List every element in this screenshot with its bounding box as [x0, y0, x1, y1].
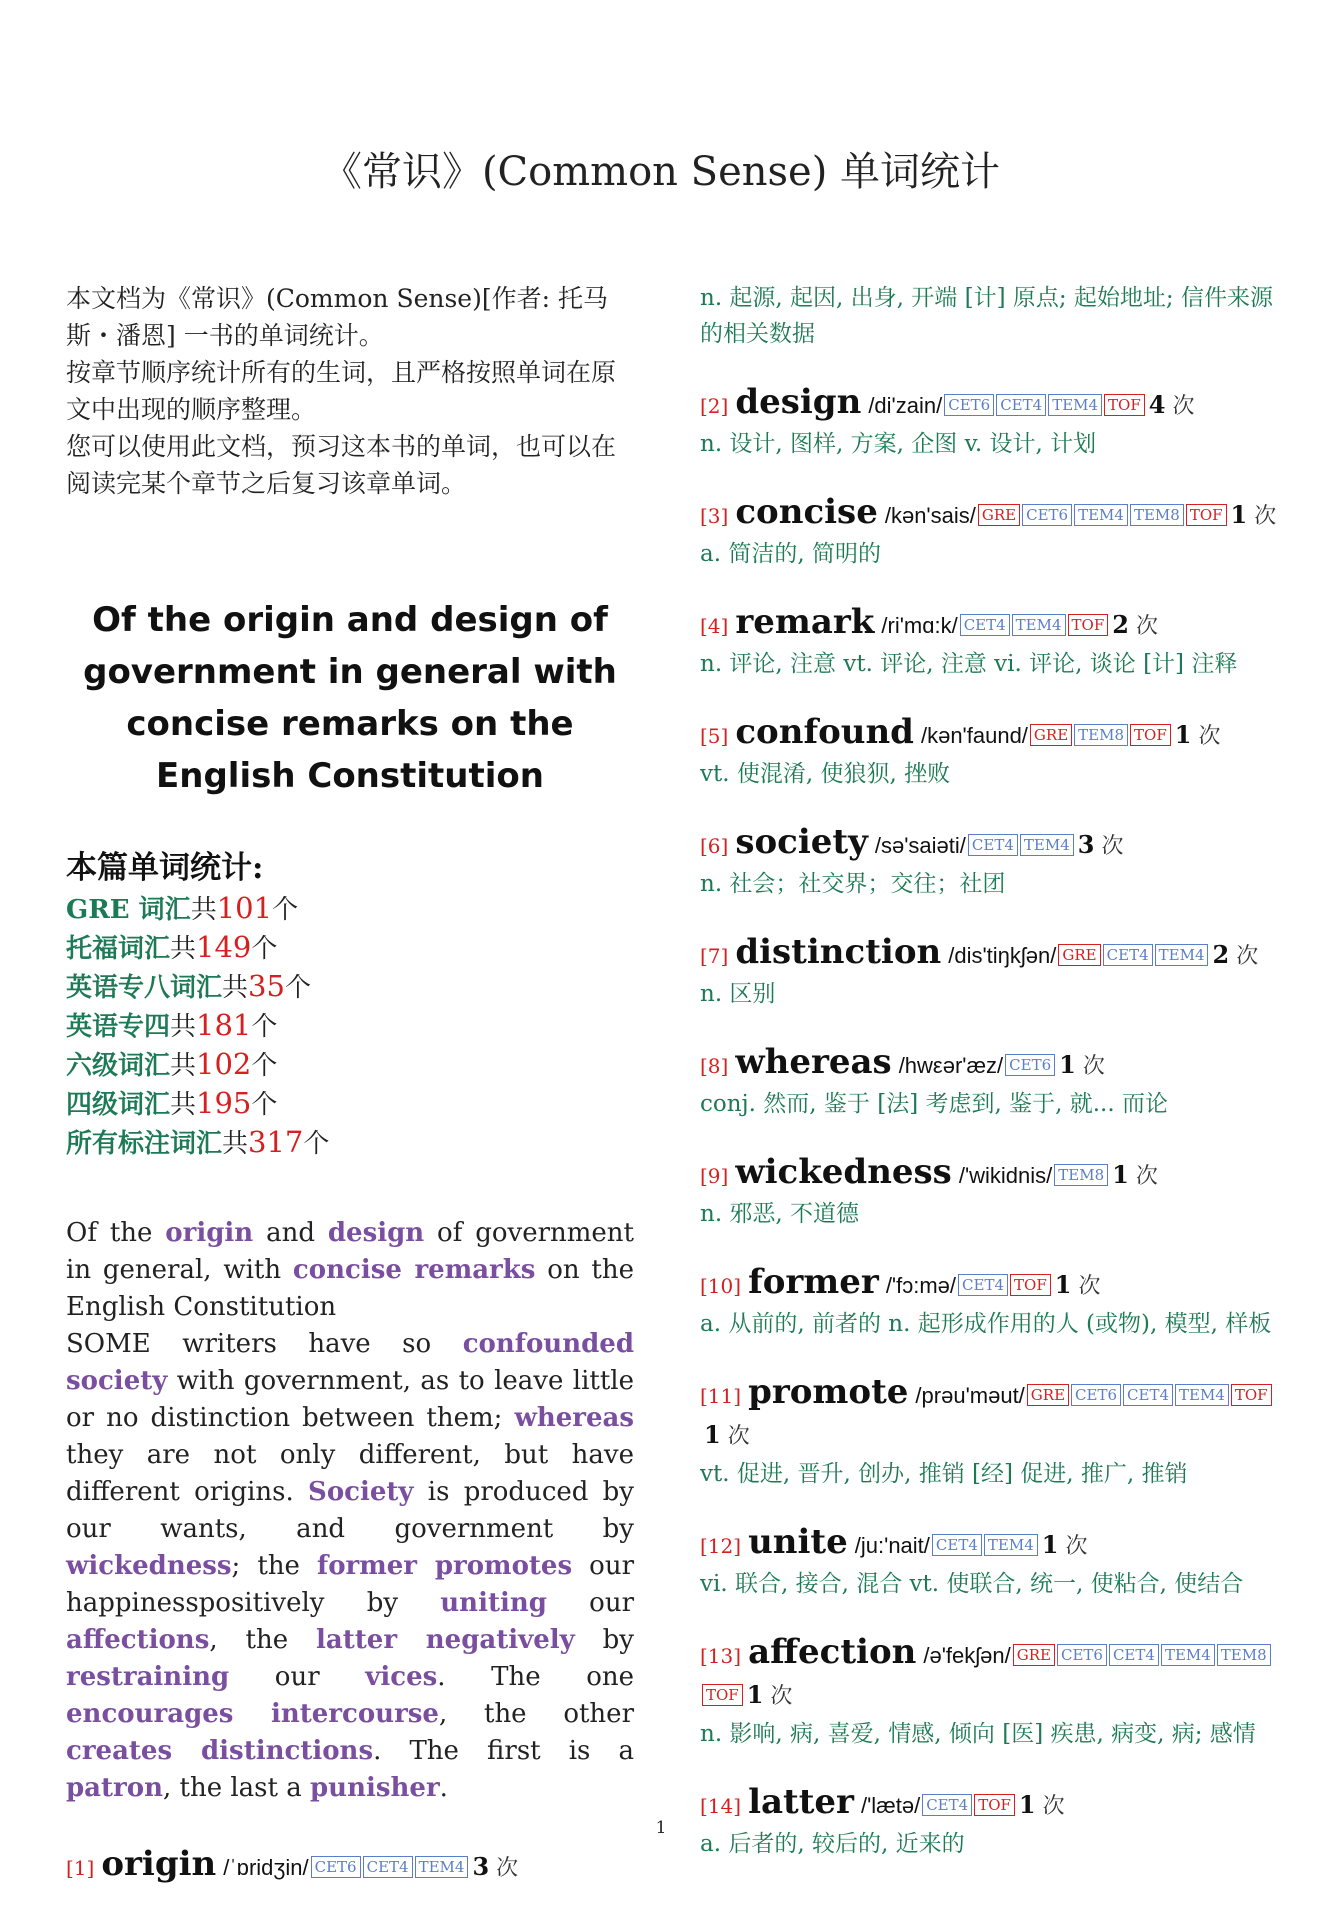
stat-count: 35: [248, 969, 285, 1003]
stat-count: 102: [196, 1047, 252, 1081]
stat-unit: 个: [251, 1090, 278, 1120]
passage-text-run: Of the: [66, 1218, 166, 1248]
vocab-entry: [700, 1153, 1280, 1232]
passage-text-run: , the: [209, 1625, 317, 1655]
vocab-entry: [700, 1043, 1280, 1122]
phonetic: /prəu'məut/: [915, 1383, 1025, 1408]
phonetic: /hwεər'æz/: [898, 1053, 1004, 1078]
stat-label: 托福词汇: [66, 934, 171, 964]
definition: conj. 然而, 鉴于 [法] 考虑到, 鉴于, 就... 而论: [700, 1091, 1168, 1117]
headword[interactable]: concise: [735, 492, 878, 532]
times-label: 次: [1254, 504, 1277, 529]
vocab-entry-continued: [700, 280, 1280, 352]
passage-text-run: , the last a: [162, 1773, 310, 1803]
passage-text-run: ; the: [231, 1551, 318, 1581]
exam-tag-badge: CET4: [1103, 944, 1153, 966]
entry-index: [6]: [700, 834, 729, 858]
passage-text-run: with government, as to leave little or no distinction between them;: [66, 1366, 634, 1433]
stat-count: 149: [196, 930, 252, 964]
vocab-entry: [700, 1523, 1280, 1602]
entry-index: [14]: [700, 1794, 742, 1818]
exam-tag-badge: TOF: [1130, 724, 1171, 746]
intro-line: 本文档为《常识》(Common Sense)[作者: 托马斯・潘恩] 一书的单词统计。: [66, 284, 608, 350]
headword[interactable]: origin: [101, 1844, 217, 1884]
chapter-title: Of the origin and design of government in general with concise remarks on the English Constitution: [83, 600, 617, 796]
passage-text-run: . The first is a: [373, 1736, 634, 1766]
occurrence-count: 1: [746, 1680, 764, 1709]
entry-index: [3]: [700, 504, 729, 528]
passage-text: [66, 1215, 634, 1807]
highlighted-word[interactable]: design: [327, 1218, 425, 1248]
exam-tag-badge: TEM4: [415, 1856, 469, 1878]
highlighted-word[interactable]: latter negatively: [316, 1625, 575, 1655]
times-label: 次: [727, 1424, 750, 1449]
stat-count: 181: [196, 1008, 252, 1042]
phonetic: /'wikidnis/: [958, 1163, 1053, 1188]
stat-count: 101: [216, 891, 273, 925]
stat-label: 六级词汇: [66, 1051, 171, 1081]
highlighted-word[interactable]: origin: [165, 1218, 254, 1248]
stat-mid: 共: [170, 1090, 197, 1120]
occurrence-count: 1: [1174, 720, 1192, 749]
occurrence-count: 1: [1230, 500, 1248, 529]
exam-tag-badge: CET4: [968, 834, 1018, 856]
occurrence-count: 1: [1041, 1530, 1059, 1559]
stat-mid: 共: [170, 1051, 197, 1081]
stat-label: 四级词汇: [66, 1090, 171, 1120]
exam-tag-badge: CET6: [944, 394, 994, 416]
vocab-entry: [700, 823, 1280, 902]
exam-tag-badge: TEM4: [1012, 614, 1066, 636]
phonetic: /'fɔ:mə/: [885, 1273, 957, 1298]
stat-count: 195: [196, 1086, 252, 1120]
headword[interactable]: affection: [748, 1632, 917, 1672]
phonetic: /'lætə/: [860, 1793, 921, 1818]
passage-text-run: they are not only different, but have different origins.: [66, 1440, 634, 1507]
exam-tag-badge: TEM4: [1074, 504, 1128, 526]
definition: n. 邪恶, 不道德: [700, 1201, 860, 1227]
phonetic: /di'zain/: [868, 393, 943, 418]
vocab-entry: [700, 1373, 1280, 1492]
exam-tag-badge: CET6: [1071, 1384, 1121, 1406]
exam-tag-badge: TOF: [1231, 1384, 1272, 1406]
occurrence-count: 3: [472, 1852, 490, 1881]
stat-label: GRE 词汇: [66, 895, 191, 925]
times-label: 次: [1042, 1794, 1065, 1819]
stat-unit: 个: [251, 934, 278, 964]
highlighted-word[interactable]: wickedness: [66, 1551, 232, 1581]
times-label: 次: [1198, 724, 1221, 749]
vocab-entry: [700, 1263, 1280, 1342]
headword[interactable]: wickedness: [735, 1152, 952, 1192]
exam-tag-badge: TOF: [1186, 504, 1227, 526]
entry-head: [700, 823, 1280, 866]
entry-head: [700, 713, 1280, 756]
page-number: 1: [655, 1818, 667, 1838]
definition: a. 后者的, 较后的, 近来的: [700, 1831, 965, 1857]
entry-index: [11]: [700, 1384, 742, 1408]
headword[interactable]: design: [735, 382, 862, 422]
passage-text-run: SOME writers have so: [66, 1329, 463, 1359]
exam-tag-badge: GRE: [1013, 1644, 1055, 1666]
intro-line: 按章节顺序统计所有的生词，且严格按照单词在原文中出现的顺序整理。: [66, 358, 617, 424]
phonetic: /ju:'nait/: [854, 1533, 930, 1558]
entry-head: [700, 603, 1280, 646]
definition: vt. 使混淆, 使狼狈, 挫败: [700, 761, 951, 787]
definition: vi. 联合, 接合, 混合 vt. 使联合, 统一, 使粘合, 使结合: [700, 1571, 1244, 1597]
vocab-entry: [66, 1845, 634, 1888]
stat-row: [66, 1046, 634, 1085]
entry-head: [700, 1633, 1280, 1716]
entry-index: [8]: [700, 1054, 729, 1078]
exam-tag-badge: TEM8: [1217, 1644, 1271, 1666]
stat-count: 317: [248, 1125, 304, 1159]
exam-tag-badge: TOF: [1104, 394, 1145, 416]
stat-row: [66, 1085, 634, 1124]
phonetic: /sə'saiəti/: [874, 833, 966, 858]
phonetic: /dis'tiŋkʃən/: [948, 943, 1057, 968]
intro-text: [66, 280, 634, 502]
phonetic: /ri'mɑ:k/: [881, 613, 958, 638]
exam-tag-badge: TEM8: [1074, 724, 1128, 746]
vocab-entry: [700, 493, 1280, 572]
entry-head: [700, 1043, 1280, 1086]
passage-text-run: our happinesspositively by: [66, 1551, 634, 1618]
highlighted-word[interactable]: former promotes: [317, 1551, 573, 1581]
headword[interactable]: unite: [748, 1522, 848, 1562]
headword[interactable]: remark: [735, 602, 875, 642]
times-label: 次: [1236, 944, 1259, 969]
entry-head: [700, 383, 1280, 426]
exam-tag-badge: TOF: [974, 1794, 1015, 1816]
left-column: [66, 280, 634, 1919]
highlighted-word[interactable]: affections: [66, 1625, 210, 1655]
passage-text-run: of government in general, with: [66, 1218, 634, 1285]
highlighted-word[interactable]: creates distinctions: [66, 1736, 374, 1766]
stat-row: [66, 929, 634, 968]
entry-head: [700, 1263, 1280, 1306]
times-label: 次: [770, 1684, 793, 1709]
definition: a. 从前的, 前者的 n. 起形成作用的人 (或物), 模型, 样板: [700, 1311, 1272, 1337]
intro-line: 您可以使用此文档，预习这本书的单词，也可以在阅读完某个章节之后复习该章单词。: [66, 432, 617, 498]
definition: n. 社会；社交界；交往；社团: [700, 871, 1006, 897]
phonetic: /ˈɒridʒin/: [223, 1855, 309, 1880]
times-label: 次: [1065, 1534, 1088, 1559]
passage-text-run: is produced by our wants, and government by: [66, 1477, 634, 1544]
exam-tag-badge: CET4: [932, 1534, 982, 1556]
highlighted-word[interactable]: patron: [66, 1773, 163, 1803]
headword[interactable]: whereas: [735, 1042, 892, 1082]
document-title: 《常识》(Common Sense) 单词统计: [321, 149, 1001, 195]
entry-head: [700, 493, 1280, 536]
entry-index: [1]: [66, 1856, 95, 1880]
exam-tag-badge: TOF: [1068, 614, 1109, 636]
entry-head: [700, 933, 1280, 976]
left-vocab-list: [66, 1845, 634, 1888]
exam-tag-badge: CET6: [1022, 504, 1072, 526]
definition: n. 影响, 病, 喜爱, 情感, 倾向 [医] 疾患, 病变, 病; 感情: [700, 1721, 1256, 1747]
stat-unit: 个: [251, 1051, 278, 1081]
stat-mid: 共: [222, 1129, 249, 1159]
stat-row: [66, 1007, 634, 1046]
exam-tag-badge: CET4: [922, 1794, 972, 1816]
highlighted-word[interactable]: restraining: [66, 1662, 230, 1692]
times-label: 次: [496, 1856, 519, 1881]
exam-tag-badge: TEM4: [984, 1534, 1038, 1556]
exam-tag-badge: CET4: [1123, 1384, 1173, 1406]
occurrence-count: 1: [1018, 1790, 1036, 1819]
stat-unit: 个: [272, 895, 299, 925]
headword[interactable]: society: [735, 822, 868, 862]
exam-tag-badge: TOF: [702, 1684, 743, 1706]
definition: a. 简洁的, 简明的: [700, 541, 881, 567]
exam-tag-badge: GRE: [1030, 724, 1072, 746]
stat-mid: 共: [222, 973, 249, 1003]
times-label: 次: [1172, 394, 1195, 419]
stats-heading: 本篇单词统计:: [66, 850, 264, 886]
passage-text-run: and: [253, 1218, 328, 1248]
occurrence-count: 1: [704, 1420, 721, 1449]
times-label: 次: [1078, 1274, 1101, 1299]
passage-text-run: our: [546, 1588, 635, 1618]
phonetic: /kən'faund/: [920, 723, 1028, 748]
passage-text-run: by: [574, 1625, 634, 1655]
entry-index: [5]: [700, 724, 729, 748]
stat-label: 英语专四: [66, 1012, 171, 1042]
highlighted-word[interactable]: vices: [365, 1662, 438, 1692]
exam-tag-badge: TEM8: [1054, 1164, 1108, 1186]
stat-unit: 个: [284, 973, 311, 1003]
entry-index: [7]: [700, 944, 729, 968]
exam-tag-badge: CET4: [1109, 1644, 1159, 1666]
stat-mid: 共: [170, 934, 197, 964]
stat-unit: 个: [303, 1129, 330, 1159]
exam-tag-badge: CET4: [960, 614, 1010, 636]
entry-index: [10]: [700, 1274, 742, 1298]
vocab-entry: [700, 713, 1280, 792]
exam-tag-badge: TEM4: [1048, 394, 1102, 416]
entry-head: [700, 1373, 1280, 1456]
stat-mid: 共: [170, 1012, 197, 1042]
headword[interactable]: confound: [735, 712, 914, 752]
passage-text-run: on the English Constitution: [66, 1255, 635, 1322]
headword[interactable]: latter: [748, 1782, 854, 1822]
occurrence-count: 2: [1212, 940, 1230, 969]
entry-index: [13]: [700, 1644, 742, 1668]
occurrence-count: 1: [1112, 1160, 1129, 1189]
definition: n. 设计, 图样, 方案, 企图 v. 设计, 计划: [700, 431, 1097, 457]
definition: n. 区别: [700, 981, 776, 1007]
exam-tag-badge: TEM4: [1020, 834, 1074, 856]
exam-tag-badge: GRE: [1058, 944, 1100, 966]
entry-head: [66, 1845, 634, 1888]
occurrence-count: 1: [1054, 1270, 1072, 1299]
times-label: 次: [1082, 1054, 1105, 1079]
passage-text-run: . The one: [437, 1662, 634, 1692]
exam-tag-badge: TOF: [1010, 1274, 1051, 1296]
passage-text-run: .: [439, 1773, 448, 1803]
exam-tag-badge: CET4: [363, 1856, 413, 1878]
entry-index: [4]: [700, 614, 729, 638]
entry-head: [700, 1153, 1280, 1196]
exam-tag-badge: TEM4: [1161, 1644, 1215, 1666]
entry-index: [9]: [700, 1164, 729, 1188]
highlighted-word[interactable]: uniting: [440, 1588, 547, 1618]
vocab-entry: [700, 383, 1280, 462]
highlighted-word[interactable]: Society: [308, 1477, 414, 1507]
highlighted-word[interactable]: punisher: [310, 1773, 440, 1803]
headword[interactable]: promote: [748, 1372, 909, 1412]
entry-index: [2]: [700, 394, 729, 418]
occurrence-count: 1: [1059, 1050, 1076, 1079]
definition: n. 起源, 起因, 出身, 开端 [计] 原点; 起始地址; 信件来源的相关数据: [700, 285, 1273, 347]
exam-tag-badge: TEM8: [1130, 504, 1184, 526]
highlighted-word[interactable]: encourages intercourse: [66, 1699, 439, 1729]
times-label: 次: [1101, 834, 1124, 859]
right-vocab-list: [700, 280, 1280, 1893]
passage-text-run: , the other: [438, 1699, 634, 1729]
entry-head: [700, 1523, 1280, 1566]
definition: n. 评论, 注意 vt. 评论, 注意 vi. 评论, 谈论 [计] 注释: [700, 651, 1238, 677]
times-label: 次: [1135, 1164, 1158, 1189]
entry-index: [12]: [700, 1534, 742, 1558]
occurrence-count: 3: [1077, 830, 1095, 859]
headword[interactable]: distinction: [735, 932, 942, 972]
exam-tag-badge: CET4: [958, 1274, 1008, 1296]
stat-row: [66, 968, 634, 1007]
vocab-entry: [700, 603, 1280, 682]
exam-tag-badge: GRE: [1027, 1384, 1069, 1406]
phonetic: /kən'sais/: [884, 503, 976, 528]
exam-tag-badge: TEM4: [1175, 1384, 1229, 1406]
exam-tag-badge: CET6: [1005, 1054, 1055, 1076]
stats-list: [66, 890, 634, 1163]
stat-unit: 个: [251, 1012, 278, 1042]
stat-label: 英语专八词汇: [66, 973, 223, 1003]
definition: vt. 促进, 晋升, 创办, 推销 [经] 促进, 推广, 推销: [700, 1461, 1188, 1487]
exam-tag-badge: GRE: [978, 504, 1020, 526]
times-label: 次: [1135, 614, 1158, 639]
highlighted-word[interactable]: concise remarks: [292, 1255, 536, 1285]
vocab-entry: [700, 933, 1280, 1012]
stat-mid: 共: [190, 895, 217, 925]
highlighted-word[interactable]: whereas: [514, 1403, 634, 1433]
highlighted-word[interactable]: confounded society: [66, 1329, 634, 1396]
passage-text-run: our: [229, 1662, 366, 1692]
occurrence-count: 4: [1148, 390, 1166, 419]
exam-tag-badge: CET6: [1057, 1644, 1107, 1666]
exam-tag-badge: TEM4: [1155, 944, 1209, 966]
occurrence-count: 2: [1112, 610, 1129, 639]
stat-row: [66, 890, 634, 929]
stat-label: 所有标注词汇: [66, 1129, 223, 1159]
exam-tag-badge: CET4: [996, 394, 1046, 416]
vocab-entry: [700, 1633, 1280, 1752]
phonetic: /ə'fekʃən/: [923, 1643, 1011, 1668]
exam-tag-badge: CET6: [311, 1856, 361, 1878]
stat-row: [66, 1124, 634, 1163]
headword[interactable]: former: [748, 1262, 879, 1302]
